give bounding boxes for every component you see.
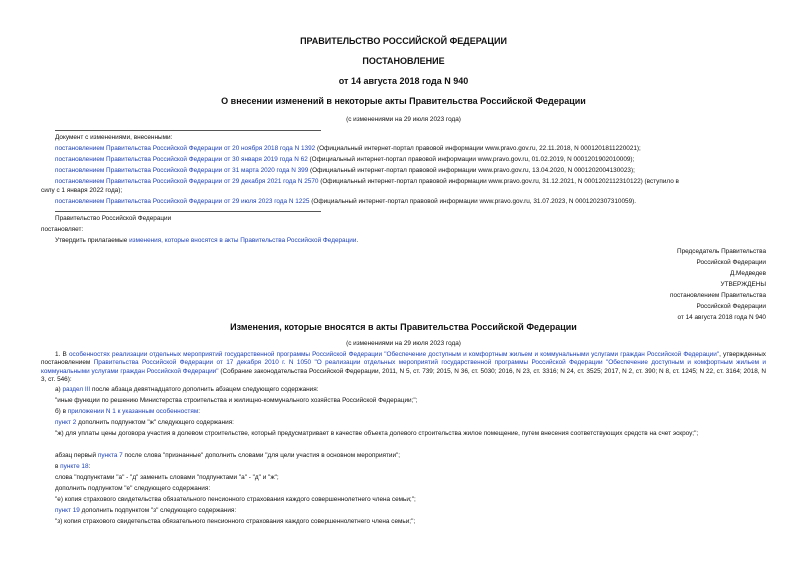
approved-line-2: постановлением Правительства — [670, 292, 766, 299]
point-7-link[interactable]: пункта 7 — [97, 452, 123, 459]
item-a-quote: "иные функции по решению Министерства строительства и жилищно-коммунального хозяйства Российской Федерации;"; — [55, 397, 418, 404]
approve-paragraph: Утвердить прилагаемые изменения, которые вносятся в акты Правительства Российской Федерации. — [55, 237, 359, 244]
change-item: постановлением Правительства Российской Федерации от 20 ноября 2018 года N 1392 (Официальный интернет-портал правовой информации www.pravo.gov.ru, 22.11.2018, N 0001201811220021); — [55, 145, 641, 152]
point-2-line: пункт 2 дополнить подпунктом "ж" следующего содержания: — [55, 419, 234, 426]
signature-line-1: Председатель Правительства — [677, 248, 766, 255]
item-b: б) в приложении N 1 к указанным особенностям: — [55, 408, 200, 415]
government-heading: ПРАВИТЕЛЬСТВО РОССИЙСКОЙ ФЕДЕРАЦИИ — [300, 36, 507, 46]
item-a: а) раздел III после абзаца девятнадцатого дополнить абзацем следующего содержания: — [55, 386, 319, 393]
e-quote: "е) копия страхового свидетельства обязательного пенсионного страхования каждого совершеннолетнего члена семьи;"; — [55, 496, 416, 503]
change-item-continuation: силу с 1 января 2022 года); — [41, 187, 123, 194]
add-e-line: дополнить подпунктом "е" следующего содержания: — [55, 485, 211, 492]
approve-link[interactable]: изменения, которые вносятся в акты Правительства Российской Федерации — [129, 237, 357, 244]
signature-name: Д.Медведев — [729, 270, 766, 277]
point-19-line: пункт 19 дополнить подпунктом "з" следующего содержания: — [55, 507, 237, 514]
change-item: постановлением Правительства Российской Федерации от 29 декабря 2021 года N 2570 (Официальный интернет-портал правовой информации www.pravo.gov.ru, 31.12.2021, N 0001202112310122) (вступило в — [55, 178, 679, 185]
z-quote: "з) копия страхового свидетельства обязательного пенсионного страхования каждого совершеннолетнего члена семьи;"; — [55, 518, 416, 525]
signature-line-2: Российской Федерации — [696, 259, 766, 266]
document-title: О внесении изменений в некоторые акты Правительства Российской Федерации — [221, 96, 586, 106]
paragraph-first-line: абзац первый пункта 7 после слова "признанные" дополнить словами "для цели участия в основном мероприятии"; — [55, 452, 401, 459]
change-link[interactable]: постановлением Правительства Российской Федерации от 20 ноября 2018 года N 1392 — [55, 145, 316, 152]
change-item: постановлением Правительства Российской Федерации от 29 июля 2023 года N 1225 (Официальный интернет-портал правовой информации www.pravo.gov.ru, 31.07.2023, N 0001202307310059). — [55, 198, 637, 205]
annex-edition: (с изменениями на 29 июля 2023 года) — [346, 340, 461, 347]
approved-line-3: Российской Федерации — [696, 303, 766, 310]
change-link[interactable]: постановлением Правительства Российской Федерации от 31 марта 2020 года N 399 — [55, 167, 309, 174]
words-line: слова "подпунктами "а" - "д" заменить словами "подпунктами "а" - "д" и "ж"; — [55, 474, 279, 481]
document-type: ПОСТАНОВЛЕНИЕ — [362, 56, 445, 66]
government-line: Правительство Российской Федерации — [55, 215, 172, 222]
zh-quote: "ж) для уплаты цены договора участия в долевом строительстве, который предусматривает в качестве объекта долевого строительства жилое помещение, путем внесения соответствующих средств на счет эскроу;"; — [55, 430, 699, 437]
change-link[interactable]: постановлением Правительства Российской Федерации от 30 января 2019 года N 62 — [55, 156, 308, 163]
annex-title: Изменения, которые вносятся в акты Правительства Российской Федерации — [230, 322, 577, 332]
change-item: постановлением Правительства Российской Федерации от 30 января 2019 года N 62 (Официальный интернет-портал правовой информации www.pravo.gov.ru, 01.02.2019, N 0001201902010009); — [55, 156, 635, 163]
document-date: от 14 августа 2018 года N 940 — [338, 76, 469, 86]
change-link[interactable]: постановлением Правительства Российской Федерации от 29 июля 2023 года N 1225 — [55, 198, 310, 205]
appendix-link[interactable]: приложении N 1 к указанным особенностям — [67, 408, 199, 415]
top-divider — [55, 130, 321, 131]
resolves-line: постановляет: — [41, 226, 84, 233]
section-iii-link[interactable]: раздел III — [62, 386, 91, 393]
resolution-link[interactable]: Правительства Российской Федерации от 17 декабря 2010 г. N 1050 "О реализации отдельных мероприятий государственной программы Российской Федерации "Обеспечение доступным и комфортным жильем и коммунальными услугами граждан Российской Федерации" — [41, 359, 766, 375]
edition-note: (с изменениями на 29 июля 2023 года) — [346, 116, 461, 123]
change-item: постановлением Правительства Российской Федерации от 31 марта 2020 года N 399 (Официальный интернет-портал правовой информации www.pravo.gov.ru, 13.04.2020, N 0001202004130023); — [55, 167, 635, 174]
point-18-link[interactable]: пункте 18 — [60, 463, 89, 470]
features-link[interactable]: особенностях реализации отдельных мероприятий государственной программы Российской Федерации "Обеспечение доступным и комфортным жильем и коммунальными услугами граждан Российской Федерации" — [68, 351, 720, 358]
point-18-line: в пункте 18: — [55, 463, 91, 470]
point-2-link[interactable]: пункт 2 — [55, 419, 77, 426]
approved-line-1: УТВЕРЖДЕНЫ — [720, 281, 766, 288]
point-19-link[interactable]: пункт 19 — [55, 507, 80, 514]
approved-line-4: от 14 августа 2018 года N 940 — [677, 314, 766, 321]
change-link[interactable]: постановлением Правительства Российской Федерации от 29 декабря 2021 года N 2570 — [55, 178, 319, 185]
annex-paragraph-1: 1. В особенностях реализации отдельных мероприятий государственной программы Российской Федерации "Обеспечение доступным и комфортным жильем и коммунальными услугами граждан Российской Федерации", утвержденных постановлением Правительства Российской Федерации от 17 декабря 2010 г. N 1050 "О реализации отдельных мероприятий государственной программы Российской Федерации "Обеспечение доступным и комфортным жильем и коммунальными услугами граждан Российской Федерации" (Собрание законодательства Российской Федерации, 2011, N 5, ст. 739; 2015, N 36, ст. 5030; 2016, N 23, ст. 3316; N 24, ст. 3525; 2017, N 2, ст. 390; N 8, ст. 1245; N 22, ст. 3164; 2018, N 3, ст. 546): — [41, 351, 766, 383]
bottom-divider — [55, 211, 321, 212]
changes-intro: Документ с изменениями, внесенными: — [55, 134, 173, 141]
